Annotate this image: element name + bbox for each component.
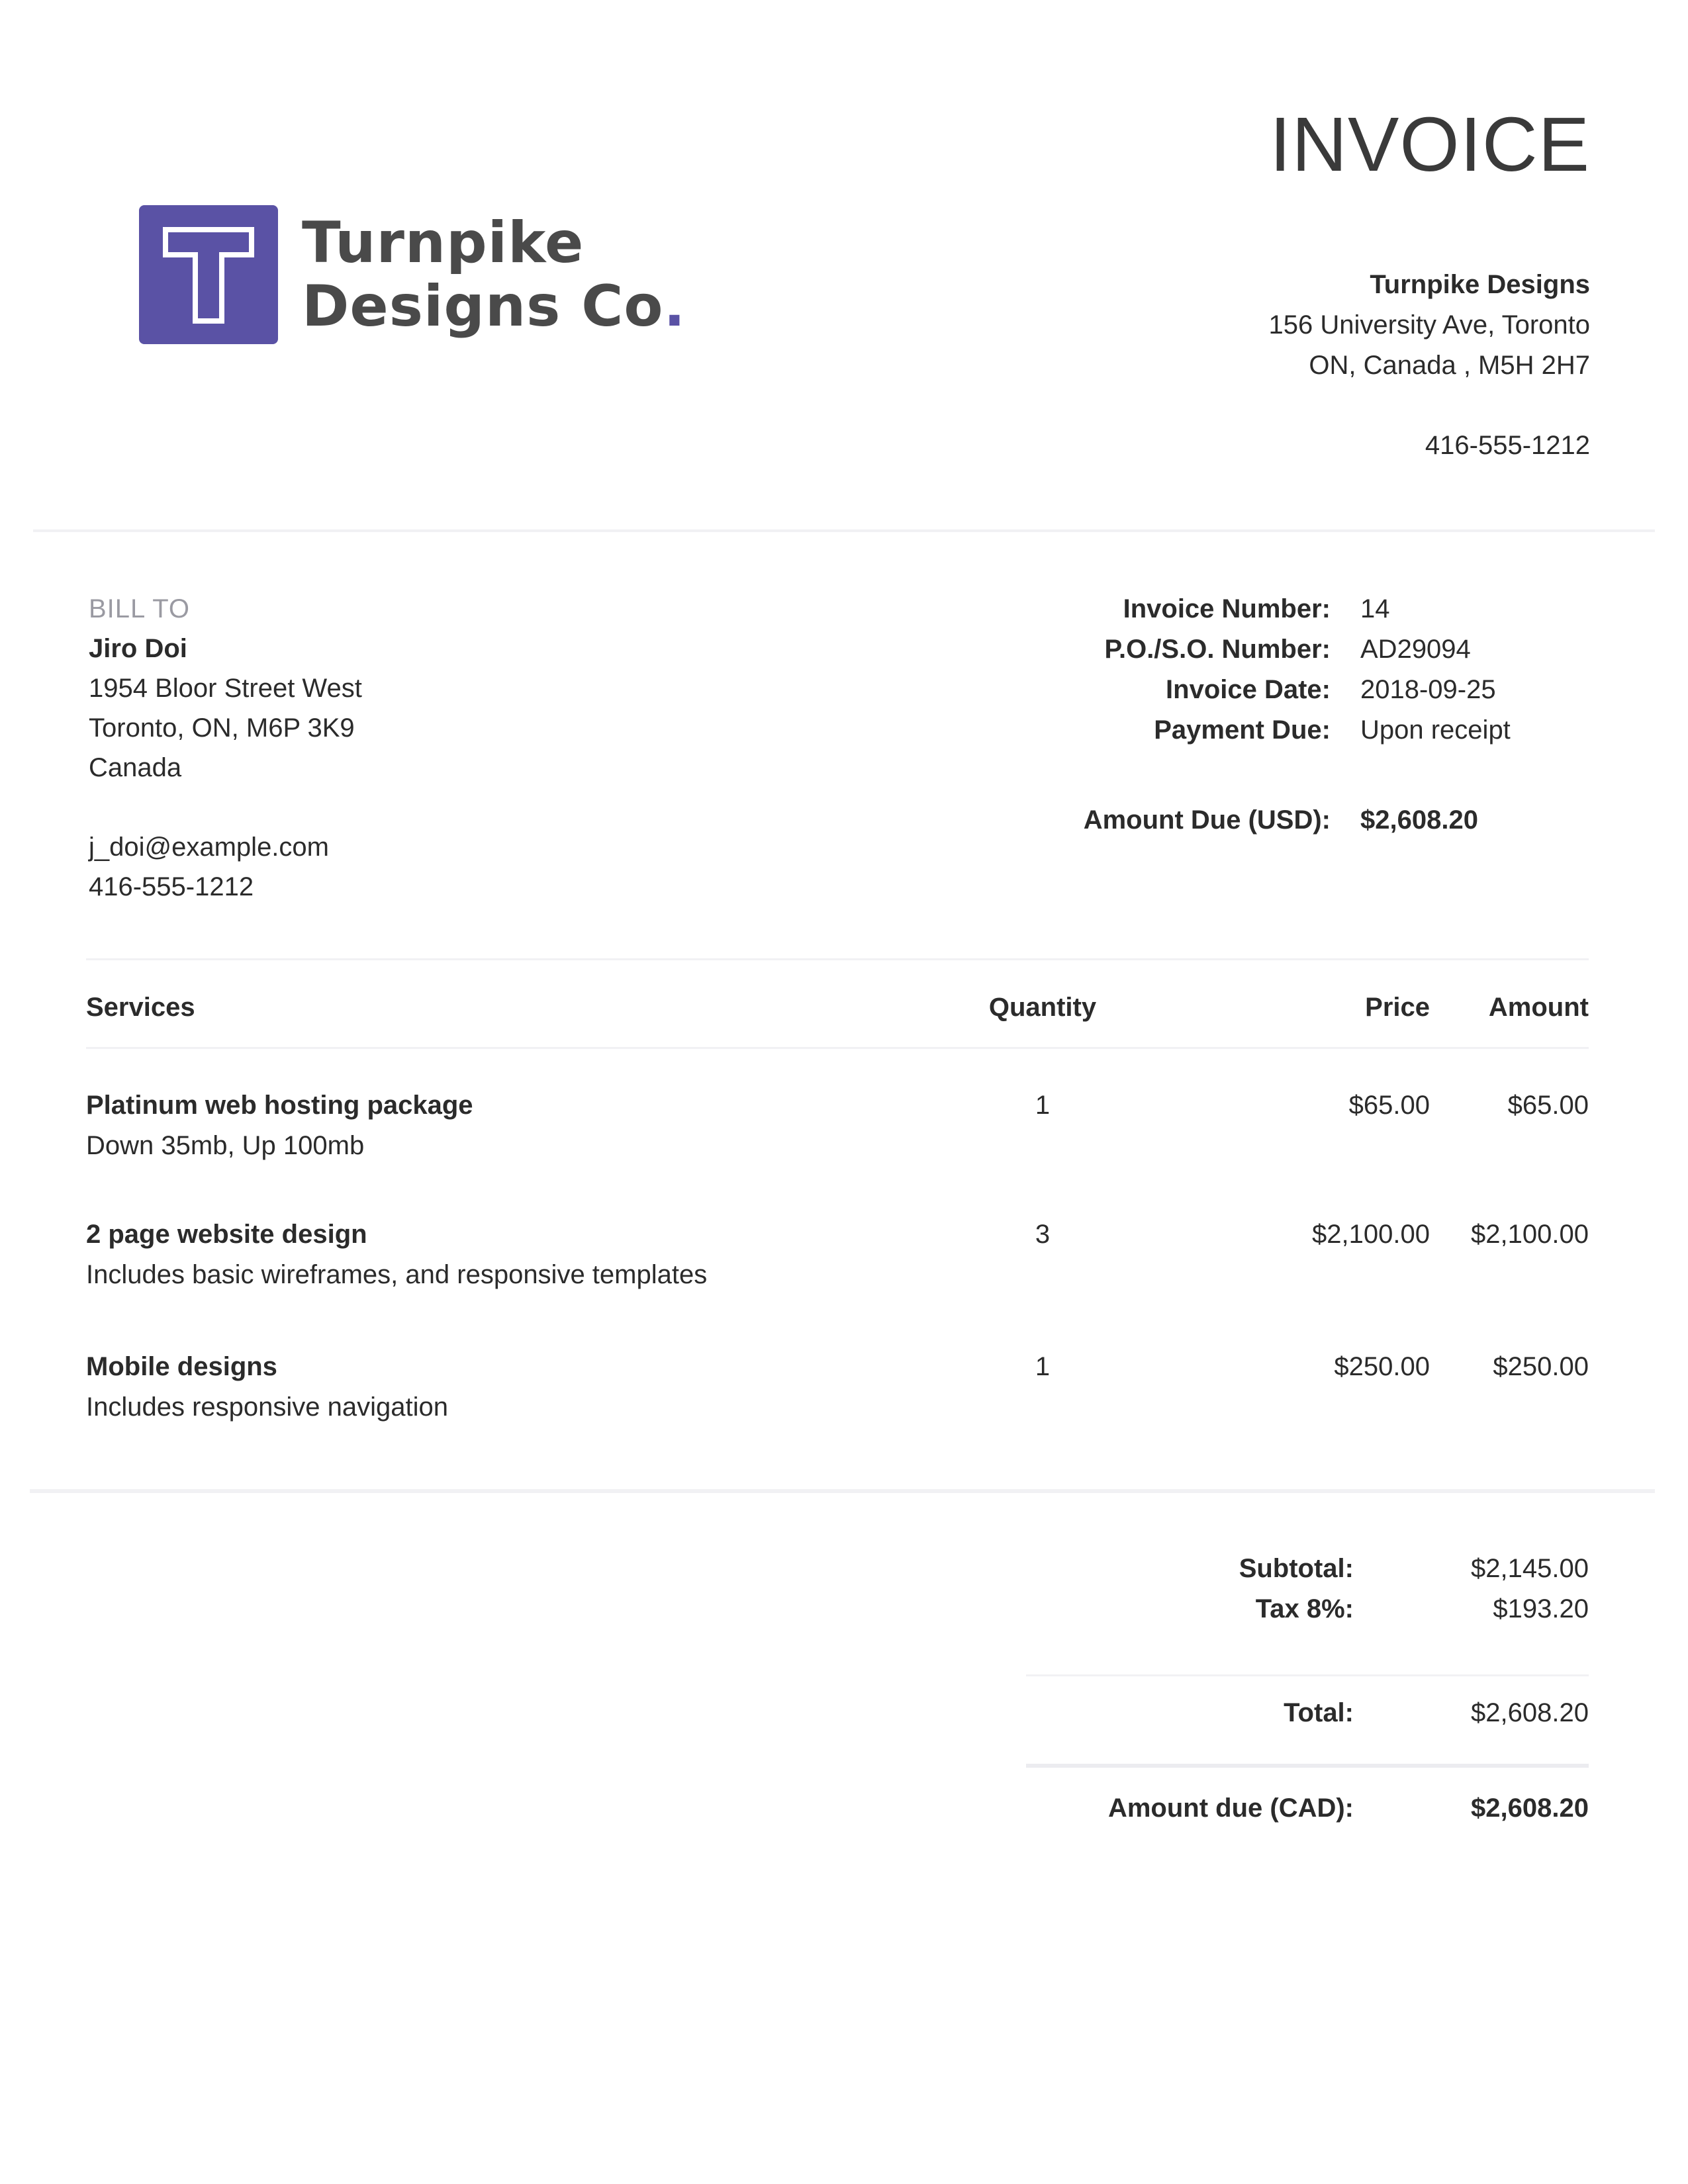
- invoice-meta: [1000, 589, 1589, 841]
- subtotal-divider: [1026, 1674, 1589, 1676]
- amount-due-cad-label: Amount due (CAD):: [1107, 1794, 1354, 1823]
- subtotal-row: [957, 1549, 1589, 1589]
- logo-wordmark: [302, 211, 686, 338]
- service-price: $65.00: [1348, 1091, 1430, 1120]
- meta-label: P.O./S.O. Number:: [1104, 635, 1331, 664]
- logo-line1: Turnpike: [302, 210, 585, 276]
- service-quantity: 3: [1035, 1220, 1051, 1249]
- logo-dot: .: [663, 273, 686, 340]
- tax-row: [957, 1589, 1589, 1629]
- header-amount: Amount: [1488, 993, 1589, 1022]
- total-label: Total:: [1284, 1698, 1354, 1727]
- total-divider: [1026, 1764, 1589, 1768]
- subtotal-label: Subtotal:: [1239, 1554, 1354, 1583]
- service-description: Includes responsive navigation: [86, 1392, 449, 1422]
- tax-label: Tax 8%:: [1255, 1594, 1354, 1623]
- company-address-line1: 156 University Ave, Toronto: [1268, 310, 1590, 340]
- amount-due-cad-value: $2,608.20: [1471, 1794, 1589, 1823]
- table-row: [86, 1347, 1589, 1439]
- service-price: $250.00: [1334, 1352, 1430, 1381]
- service-description: Includes basic wireframes, and responsive templates: [86, 1260, 708, 1289]
- logo-mark-icon: [139, 205, 278, 344]
- total-value: $2,608.20: [1471, 1698, 1589, 1727]
- header-quantity: Quantity: [988, 993, 1097, 1022]
- service-amount: $2,100.00: [1471, 1220, 1589, 1249]
- totals-block: [957, 1549, 1589, 1629]
- amount-due-usd-value: $2,608.20: [1360, 805, 1478, 835]
- service-name: 2 page website design: [86, 1220, 367, 1249]
- amount-due-usd-label: Amount Due (USD):: [1083, 805, 1331, 835]
- table-header: [86, 993, 1589, 1032]
- logo-line2: Designs Co: [302, 273, 664, 340]
- service-name: Platinum web hosting package: [86, 1091, 473, 1120]
- service-price: $2,100.00: [1312, 1220, 1430, 1249]
- invoice-title: INVOICE: [1270, 101, 1590, 187]
- bill-to-phone: 416-555-1212: [89, 872, 254, 901]
- company-phone: 416-555-1212: [1425, 431, 1590, 460]
- service-quantity: 1: [1035, 1091, 1051, 1120]
- table-bottom-divider: [30, 1489, 1655, 1493]
- table-top-divider: [86, 958, 1589, 960]
- header-divider: [33, 529, 1655, 532]
- company-info: [1269, 265, 1590, 466]
- bill-to-address-line1: 1954 Bloor Street West: [89, 674, 362, 703]
- bill-to-name: Jiro Doi: [89, 634, 187, 663]
- header-services: Services: [86, 993, 195, 1022]
- meta-value: 14: [1360, 594, 1390, 623]
- meta-label: Payment Due:: [1154, 715, 1331, 745]
- bill-to-email[interactable]: j_doi@example.com: [89, 833, 329, 862]
- amount-due-block: [957, 1788, 1589, 1829]
- tax-value: $193.20: [1493, 1594, 1589, 1623]
- table-row: [86, 1214, 1589, 1307]
- service-amount: $250.00: [1493, 1352, 1589, 1381]
- subtotal-value: $2,145.00: [1471, 1554, 1589, 1583]
- company-logo: [139, 205, 686, 344]
- bill-to-block: [89, 589, 362, 907]
- meta-label: Invoice Number:: [1123, 594, 1331, 623]
- bill-to-label: BILL TO: [89, 594, 191, 623]
- total-row: [957, 1693, 1589, 1733]
- meta-value: 2018-09-25: [1360, 675, 1496, 704]
- meta-value: Upon receipt: [1360, 715, 1511, 745]
- table-header-divider: [86, 1047, 1589, 1049]
- amount-due-row: [957, 1788, 1589, 1829]
- bill-to-country: Canada: [89, 753, 182, 782]
- meta-row-amount-due: [1000, 800, 1589, 841]
- total-block: [957, 1693, 1589, 1733]
- meta-row-payment-due: [1000, 710, 1589, 751]
- service-description: Down 35mb, Up 100mb: [86, 1131, 365, 1160]
- service-name: Mobile designs: [86, 1352, 277, 1381]
- meta-row-invoice-number: [1000, 589, 1589, 629]
- meta-label: Invoice Date:: [1166, 675, 1331, 704]
- service-amount: $65.00: [1507, 1091, 1589, 1120]
- table-row: [86, 1085, 1589, 1178]
- company-name: Turnpike Designs: [1370, 270, 1590, 299]
- meta-row-invoice-date: [1000, 670, 1589, 710]
- bill-to-address-line2: Toronto, ON, M6P 3K9: [89, 713, 355, 743]
- meta-row-po-number: [1000, 629, 1589, 670]
- header-price: Price: [1365, 993, 1430, 1022]
- meta-value: AD29094: [1360, 635, 1471, 664]
- company-address-line2: ON, Canada , M5H 2H7: [1309, 351, 1590, 380]
- service-quantity: 1: [1035, 1352, 1051, 1381]
